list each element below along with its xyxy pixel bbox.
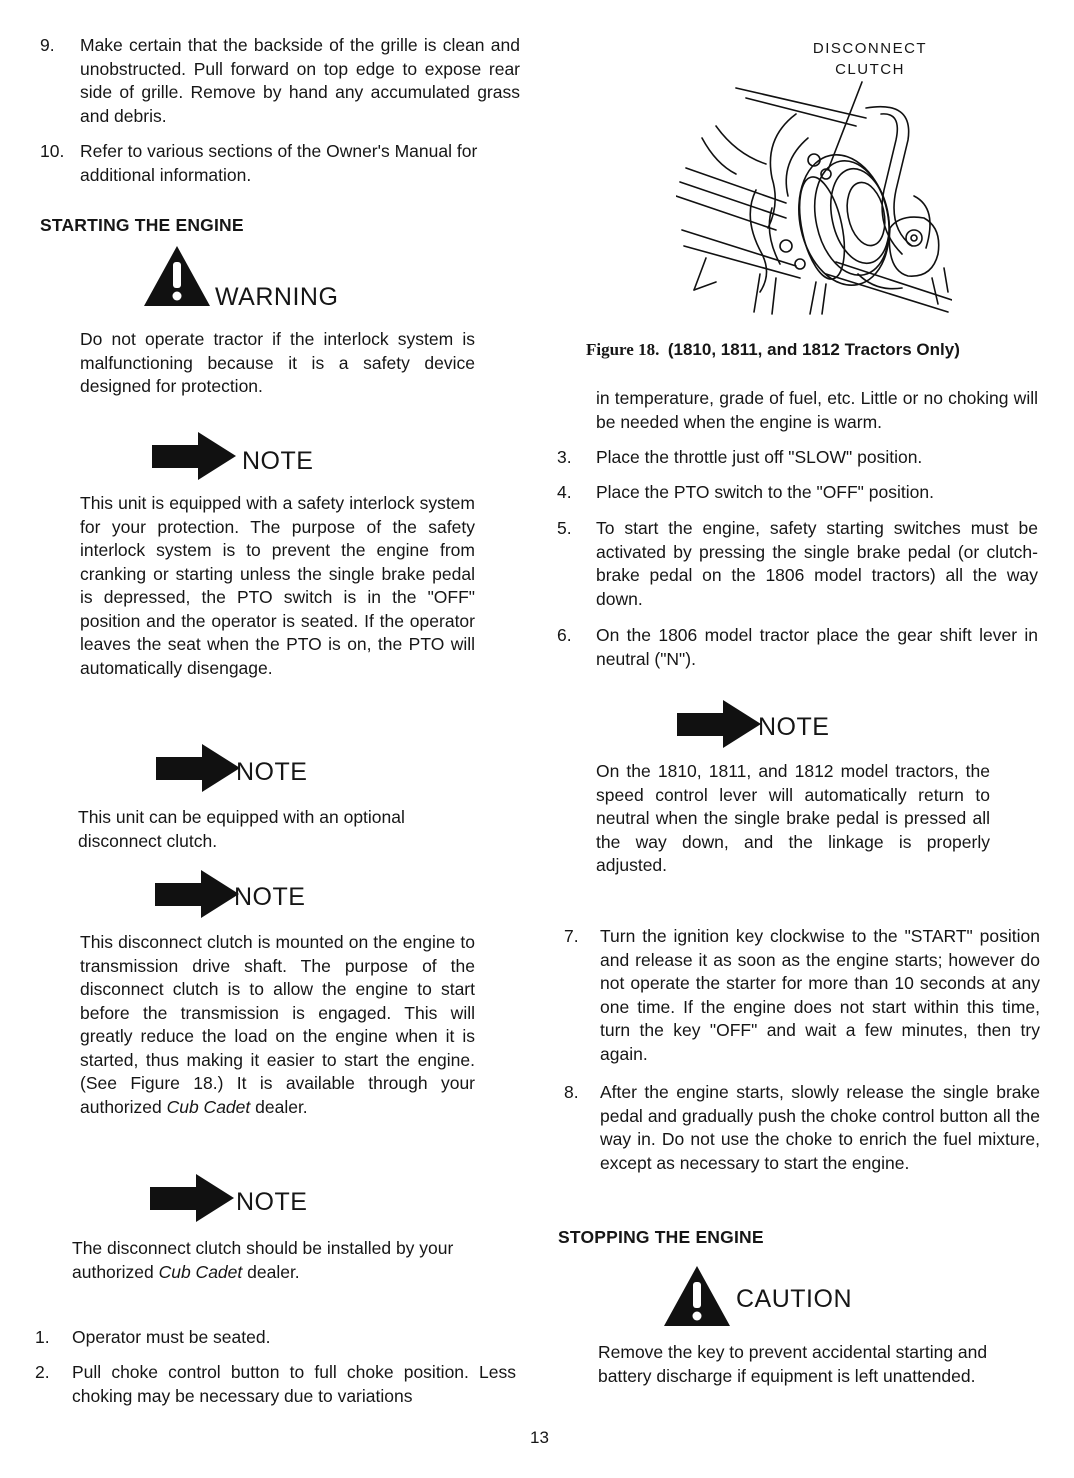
step-7-number: 7. [564,926,579,946]
step-3-text: Place the throttle just off "SLOW" position. [596,447,923,467]
step-2-text: Pull choke control button to full choke position. Less choking may be necessary due to variations [72,1362,516,1406]
step-6-text: On the 1806 model tractor place the gear shift lever in neutral ("N"). [596,625,1038,669]
note-1-text: This unit is equipped with a safety interlock system for your protection. The purpose of the safety interlock system is to prevent the engine from cranking or starting unless the single brake pedal is depressed, the PTO switch is in the "OFF" position and the operator is seated. If the operator leaves the seat when the PTO is on, the PTO will automatically disengage. [80,493,475,678]
note-3-text [80,931,475,1119]
note-3-brand: Cub Cadet [166,1096,251,1117]
step-7-text: Turn the ignition key clockwise to the "START" position and release it as soon as the engine starts; however do not operate the starter for more than 10 seconds at any one time. If the engine does not start within this time, turn the key "OFF" and wait a few minutes, then try again. [600,926,1040,1064]
step-1-number: 1. [35,1327,50,1347]
item-9-text: Make certain that the backside of the grille is clean and unobstructed. Pull forward on top edge to expose rear side of grille. Remove by hand any accumulated grass and debris. [80,35,520,126]
warning-label: WARNING [215,283,339,311]
note-2-label: NOTE [236,758,308,786]
note-arrow-icon [155,868,241,920]
note-1-label: NOTE [242,447,314,475]
warning-text: Do not operate tractor if the interlock system is malfunctioning because it is a safety device designed for protection. [80,329,475,396]
note-5-text: On the 1810, 1811, and 1812 model tractors, the speed control lever will automatically return to neutral when the single brake pedal is pressed all the way down, and the linkage is properly adjusted. [596,761,990,875]
callout-line-2: CLUTCH [835,61,905,78]
heading-stopping-the-engine: STOPPING THE ENGINE [558,1227,764,1247]
note-4-text [72,1237,482,1284]
note-4-brand: Cub Cadet [158,1261,243,1282]
note-4-end: dealer. [242,1261,300,1282]
note-arrow-icon [150,1172,236,1224]
figure-18-disconnect-clutch-drawing [676,78,952,318]
step-3-number: 3. [557,447,572,467]
caution-text: Remove the key to prevent accidental starting and battery discharge if equipment is left unattended. [598,1342,988,1386]
note-arrow-icon [677,698,763,750]
step-2-continued: in temperature, grade of fuel, etc. Little or no choking will be needed when the engine is warm. [596,388,1038,432]
step-6-number: 6. [557,625,572,645]
note-3-label: NOTE [234,883,306,911]
page-number: 13 [530,1428,549,1447]
item-10-number: 10. [40,141,65,161]
step-8-text: After the engine starts, slowly release the single brake pedal and gradually push the choke control button all the way in. Do not use the choke to enrich the fuel mixture, except as necessary to start the engine. [600,1082,1040,1173]
step-4-text: Place the PTO switch to the "OFF" position. [596,482,934,502]
note-4-label: NOTE [236,1188,308,1216]
step-4-number: 4. [557,482,572,502]
note-5-label: NOTE [758,713,830,741]
step-5-number: 5. [557,518,572,538]
item-9-number: 9. [40,35,55,55]
figure-callout [800,38,940,80]
step-1-text: Operator must be seated. [72,1327,271,1347]
callout-line-1: DISCONNECT [812,40,928,57]
item-10-text: Refer to various sections of the Owner's Manual for additional information. [80,141,478,185]
figure-models: (1810, 1811, and 1812 Tractors Only) [667,340,960,359]
caution-label: CAUTION [736,1285,852,1313]
note-3-end: dealer. [250,1096,308,1117]
step-8-number: 8. [564,1082,579,1102]
figure-number: Figure 18. [586,340,660,359]
note-2-text: This unit can be equipped with an optional disconnect clutch. [78,807,405,851]
note-arrow-icon [156,742,242,794]
step-5-text: To start the engine, safety starting switches must be activated by pressing the single brake pedal (or clutch-brake pedal on the 1806 model tractors) all the way down. [596,518,1038,609]
figure-18-caption [586,338,1046,362]
caution-triangle-icon [662,1264,732,1328]
note-arrow-icon [152,430,238,482]
step-2-number: 2. [35,1362,50,1382]
warning-triangle-icon [142,244,212,308]
heading-starting-the-engine: STARTING THE ENGINE [40,215,244,235]
note-3-body: This disconnect clutch is mounted on the engine to transmission drive shaft. The purpose of the disconnect clutch is to allow the engine to start before the transmission is engaged. This will greatly reduce the load on the engine when it is started, thus making it easier to start the engine. (See Figure 18.) It is available through your authorized [80,932,475,1117]
note-4-body: The disconnect clutch should be installed by your authorized [72,1238,454,1282]
